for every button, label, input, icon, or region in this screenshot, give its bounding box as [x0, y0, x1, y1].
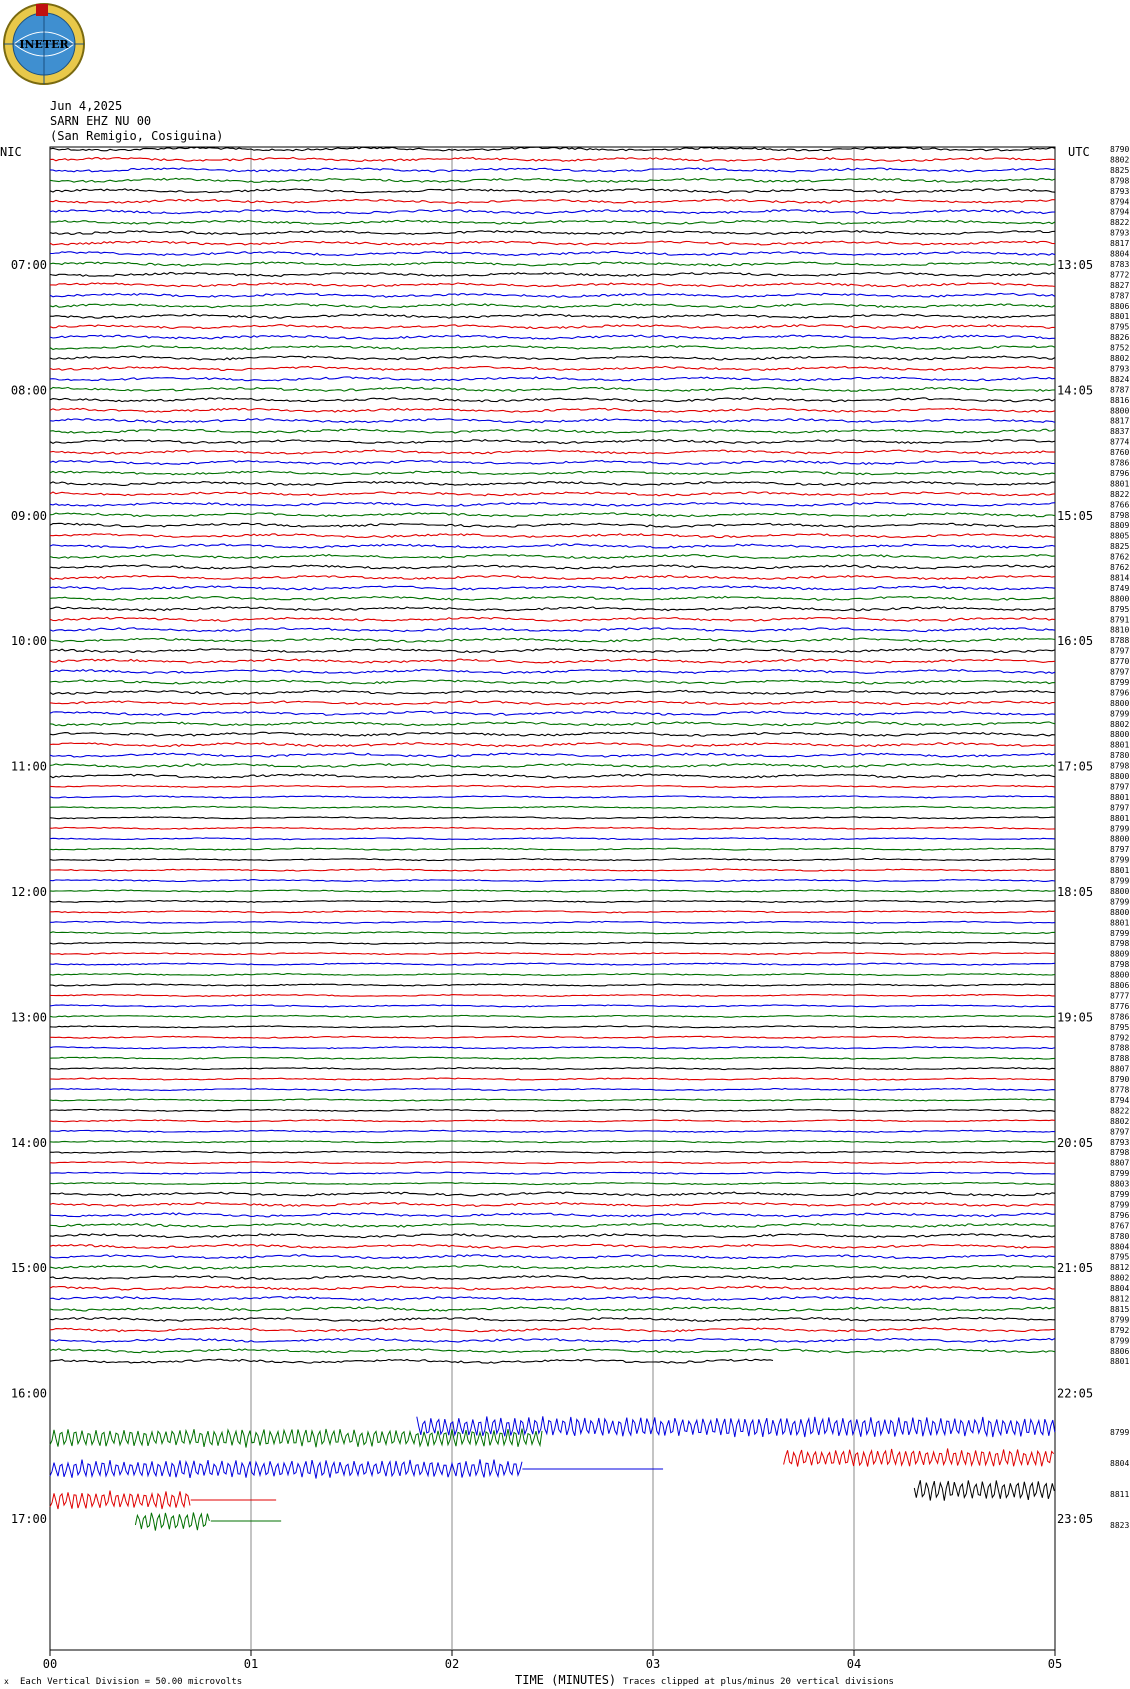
trace-value-label: 8804: [1110, 249, 1130, 259]
left-time-label: 08:00: [10, 383, 47, 398]
late-trace-value-label: 8823: [1110, 1521, 1130, 1530]
trace-value-label: 8816: [1110, 395, 1130, 405]
seismic-trace: [50, 168, 1055, 172]
right-time-label: 20:05: [1057, 1135, 1094, 1150]
seismic-trace: [50, 586, 1055, 590]
left-time-label: 10:00: [10, 634, 47, 649]
tremor-burst: [50, 1491, 190, 1509]
seismic-trace: [50, 1151, 1055, 1153]
trace-value-label: 8822: [1110, 489, 1130, 499]
seismic-trace: [50, 1297, 1055, 1301]
trace-value-label: 8800: [1110, 730, 1130, 740]
seismic-trace: [50, 523, 1055, 527]
left-time-label: 07:00: [10, 257, 47, 272]
trace-value-label: 8788: [1110, 1054, 1130, 1064]
trace-value-label: 8776: [1110, 1001, 1130, 1011]
seismic-trace: [50, 1338, 1055, 1342]
trace-value-label: 8793: [1110, 228, 1130, 238]
right-time-label: 23:05: [1057, 1511, 1094, 1526]
right-time-label: 19:05: [1057, 1010, 1094, 1025]
x-tick-label: 00: [42, 1657, 58, 1671]
left-time-label: 13:00: [10, 1010, 47, 1025]
seismic-trace: [50, 1234, 1055, 1238]
trace-value-label: 8788: [1110, 1043, 1130, 1053]
left-time-label: 12:00: [10, 884, 47, 899]
trace-value-label: 8798: [1110, 510, 1130, 520]
record-date: Jun 4,2025: [50, 99, 123, 113]
trace-value-label: 8749: [1110, 583, 1130, 593]
seismic-trace: [50, 1328, 1055, 1332]
trace-value-label: 8767: [1110, 1221, 1130, 1231]
trace-value-label: 8791: [1110, 615, 1130, 625]
trace-value-label: 8799: [1110, 1200, 1130, 1210]
seismic-trace: [50, 482, 1055, 486]
seismic-trace: [50, 210, 1055, 214]
seismic-trace: [50, 984, 1055, 986]
trace-value-label: 8810: [1110, 625, 1130, 635]
seismic-trace: [50, 450, 1055, 454]
late-trace-value-label: 8799: [1110, 1428, 1130, 1437]
seismic-trace: [50, 398, 1055, 402]
right-time-label: 14:05: [1057, 383, 1094, 398]
seismic-trace: [50, 1223, 1055, 1227]
left-time-label: 09:00: [10, 508, 47, 523]
trace-value-label: 8795: [1110, 1252, 1130, 1262]
footer-scale: Each Vertical Division = 50.00 microvolts: [20, 1677, 243, 1687]
trace-value-label: 8797: [1110, 667, 1130, 677]
trace-value-label: 8795: [1110, 322, 1130, 332]
trace-value-label: 8752: [1110, 343, 1130, 353]
seismic-trace: [50, 262, 1055, 266]
x-tick-label: 02: [444, 1657, 460, 1671]
trace-value-label: 8822: [1110, 218, 1130, 228]
trace-value-label: 8799: [1110, 1190, 1130, 1199]
trace-value-label: 8806: [1110, 301, 1130, 311]
trace-value-label: 8788: [1110, 636, 1130, 646]
trace-value-label: 8802: [1110, 1116, 1130, 1126]
trace-value-label: 8790: [1110, 145, 1130, 154]
seismic-trace: [50, 387, 1055, 391]
seismic-trace: [50, 880, 1055, 882]
seismic-trace: [50, 743, 1055, 747]
seismic-trace: [50, 764, 1055, 768]
late-trace-value-label: 8804: [1110, 1459, 1130, 1468]
seismic-trace: [50, 1141, 1055, 1143]
seismic-trace: [50, 900, 1055, 902]
seismic-trace: [50, 534, 1055, 538]
seismic-trace: [50, 921, 1055, 923]
station-code: SARN EHZ NU 00: [50, 114, 152, 128]
trace-value-label: 8799: [1110, 1315, 1130, 1325]
trace-value-label: 8801: [1110, 792, 1130, 802]
seismic-trace: [50, 231, 1055, 235]
x-tick-label: 05: [1047, 1657, 1063, 1671]
seismic-trace: [50, 1015, 1055, 1017]
seismic-trace: [50, 1172, 1055, 1174]
seismic-trace: [50, 1349, 1055, 1353]
trace-group: [50, 147, 1055, 1363]
left-time-label: 15:00: [10, 1261, 47, 1276]
trace-value-label: 8825: [1110, 165, 1130, 175]
trace-value-label: 8796: [1110, 468, 1130, 478]
trace-value-label: 8812: [1110, 1294, 1130, 1304]
seismic-trace: [50, 869, 1055, 871]
trace-value-label: 8809: [1110, 521, 1130, 531]
seismic-trace: [50, 555, 1055, 559]
trace-value-label: 8795: [1110, 604, 1130, 614]
trace-value-label: 8799: [1110, 677, 1130, 687]
late-trace-value-label: 8811: [1110, 1490, 1130, 1499]
right-time-label: 13:05: [1057, 257, 1094, 272]
trace-value-label: 8825: [1110, 542, 1130, 552]
trace-value-label: 8827: [1110, 280, 1130, 290]
seismic-trace: [50, 1359, 773, 1363]
seismic-trace: [50, 995, 1055, 997]
trace-value-label: 8807: [1110, 1064, 1130, 1074]
trace-value-label: 8806: [1110, 1346, 1130, 1356]
seismic-trace: [50, 461, 1055, 465]
seismic-trace: [50, 953, 1055, 955]
right-time-label: 16:05: [1057, 634, 1094, 649]
right-time-label: 21:05: [1057, 1261, 1094, 1276]
trace-value-label: 8797: [1110, 845, 1130, 855]
seismic-trace: [50, 806, 1055, 808]
seismic-trace: [50, 628, 1055, 632]
seismic-trace: [50, 1036, 1055, 1038]
seismic-trace: [50, 314, 1055, 318]
seismic-trace: [50, 366, 1055, 370]
left-time-label: 16:00: [10, 1386, 47, 1401]
trace-value-label: 8797: [1110, 803, 1130, 813]
seismic-trace: [50, 774, 1055, 778]
trace-value-label: 8802: [1110, 719, 1130, 729]
trace-value-label: 8766: [1110, 500, 1130, 510]
trace-value-label: 8799: [1110, 1336, 1130, 1346]
trace-value-label: 8824: [1110, 374, 1130, 384]
left-time-label: 11:00: [10, 759, 47, 774]
seismic-trace: [50, 1068, 1055, 1070]
trace-value-label: 8800: [1110, 834, 1130, 844]
trace-value-label: 8787: [1110, 385, 1130, 395]
trace-value-label: 8837: [1110, 427, 1130, 437]
seismic-trace: [50, 471, 1055, 475]
seismic-trace: [50, 419, 1055, 423]
seismic-trace: [50, 1099, 1055, 1101]
tremor-burst: [784, 1449, 1054, 1467]
seismic-trace: [50, 1057, 1055, 1059]
seismic-trace: [50, 932, 1055, 934]
seismic-trace: [50, 607, 1055, 611]
seismic-trace: [50, 1162, 1055, 1164]
trace-value-label: 8797: [1110, 646, 1130, 656]
trace-value-label: 8778: [1110, 1085, 1130, 1095]
seismic-trace: [50, 1307, 1055, 1311]
right-time-label: 15:05: [1057, 508, 1094, 523]
trace-value-label: 8822: [1110, 1106, 1130, 1116]
trace-value-label: 8817: [1110, 416, 1130, 426]
trace-value-label: 8772: [1110, 270, 1130, 280]
seismic-trace: [50, 1265, 1055, 1269]
seismic-trace: [50, 576, 1055, 580]
seismic-trace: [50, 1005, 1055, 1007]
seismic-trace: [50, 283, 1055, 287]
trace-value-label: 8794: [1110, 207, 1130, 217]
tremor-burst: [50, 1459, 522, 1478]
right-time-label: 22:05: [1057, 1386, 1094, 1401]
seismic-trace: [50, 513, 1055, 517]
seismic-trace: [50, 596, 1055, 600]
seismic-trace: [50, 325, 1055, 329]
trace-value-label: 8814: [1110, 573, 1130, 583]
right-axis-label: UTC: [1068, 145, 1090, 159]
trace-value-label: 8770: [1110, 657, 1130, 667]
x-tick-label: 04: [846, 1657, 862, 1671]
trace-value-label: 8790: [1110, 1075, 1130, 1085]
seismic-trace: [50, 220, 1055, 224]
trace-value-label: 8801: [1110, 740, 1130, 750]
right-time-label: 17:05: [1057, 759, 1094, 774]
trace-value-label: 8817: [1110, 239, 1130, 249]
trace-value-label: 8812: [1110, 1263, 1130, 1273]
trace-value-label: 8799: [1110, 824, 1130, 834]
trace-value-label: 8800: [1110, 406, 1130, 416]
seismic-trace: [50, 890, 1055, 892]
seismic-trace: [50, 701, 1055, 705]
seismic-trace: [50, 429, 1055, 433]
trace-value-label: 8800: [1110, 594, 1130, 604]
trace-value-label: 8801: [1110, 918, 1130, 928]
seismic-trace: [50, 147, 1055, 151]
seismic-trace: [50, 732, 1055, 736]
trace-value-label: 8780: [1110, 751, 1130, 761]
seismic-trace: [50, 241, 1055, 245]
seismic-trace: [50, 785, 1055, 787]
seismic-trace: [50, 670, 1055, 674]
seismic-trace: [50, 1078, 1055, 1080]
seismic-trace: [50, 304, 1055, 308]
trace-value-label: 8760: [1110, 448, 1130, 458]
trace-value-label: 8762: [1110, 552, 1130, 562]
seismic-trace: [50, 817, 1055, 819]
seismic-trace: [50, 1047, 1055, 1049]
seismic-trace: [50, 911, 1055, 913]
seismic-trace: [50, 199, 1055, 203]
left-time-label: 14:00: [10, 1135, 47, 1150]
trace-value-label: 8801: [1110, 866, 1130, 876]
x-tick-label: 03: [645, 1657, 661, 1671]
trace-value-label: 8799: [1110, 709, 1130, 719]
seismic-trace: [50, 690, 1055, 694]
trace-value-label: 8801: [1110, 813, 1130, 823]
trace-value-label: 8809: [1110, 949, 1130, 959]
x-axis-label: TIME (MINUTES): [515, 1673, 617, 1687]
seismic-trace: [50, 1130, 1055, 1132]
trace-value-label: 8777: [1110, 991, 1130, 1001]
trace-value-label: 8805: [1110, 531, 1130, 541]
trace-value-label: 8762: [1110, 563, 1130, 572]
trace-value-label: 8783: [1110, 259, 1130, 269]
seismic-trace: [50, 440, 1055, 444]
left-axis-label: NIC: [0, 145, 22, 159]
seismic-trace: [50, 796, 1055, 798]
seismic-trace: [50, 617, 1055, 621]
seismic-trace: [50, 356, 1055, 360]
seismic-trace: [50, 272, 1055, 276]
trace-value-label: 8801: [1110, 312, 1130, 322]
seismic-trace: [50, 178, 1055, 182]
trace-value-label: 8797: [1110, 782, 1130, 792]
footer-clip: Traces clipped at plus/minus 20 vertical divisions: [623, 1677, 894, 1687]
seismic-trace: [50, 377, 1055, 381]
seismic-trace: [50, 1244, 1055, 1248]
seismic-trace: [50, 1203, 1055, 1207]
trace-value-label: 8792: [1110, 1325, 1130, 1335]
seismic-trace: [50, 1026, 1055, 1028]
trace-value-label: 8798: [1110, 960, 1130, 970]
logo-text: INETER: [19, 38, 69, 51]
seismic-trace: [50, 189, 1055, 193]
seismic-trace: [50, 252, 1055, 256]
station-location: (San Remigio, Cosiguina): [50, 129, 224, 143]
trace-value-label: 8799: [1110, 1169, 1130, 1179]
trace-value-label: 8800: [1110, 970, 1130, 980]
trace-value-label: 8802: [1110, 354, 1130, 363]
tremor-burst: [914, 1480, 1054, 1500]
trace-value-label: 8794: [1110, 1095, 1130, 1105]
trace-value-label: 8798: [1110, 1148, 1130, 1158]
trace-value-label: 8800: [1110, 886, 1130, 896]
trace-value-label: 8796: [1110, 1210, 1130, 1220]
seismic-trace: [50, 565, 1055, 569]
right-time-label: 18:05: [1057, 884, 1094, 899]
seismic-trace: [50, 293, 1055, 297]
trace-value-label: 8807: [1110, 1158, 1130, 1168]
trace-value-label: 8793: [1110, 186, 1130, 196]
trace-value-label: 8799: [1110, 928, 1130, 938]
trace-value-label: 8786: [1110, 1012, 1130, 1022]
seismic-trace: [50, 1213, 1055, 1217]
seismic-trace: [50, 1286, 1055, 1290]
trace-value-label: 8793: [1110, 364, 1130, 374]
trace-value-label: 8801: [1110, 479, 1130, 489]
trace-value-label: 8804: [1110, 1284, 1130, 1294]
trace-value-label: 8801: [1110, 1357, 1130, 1367]
seismic-trace: [50, 963, 1055, 965]
left-time-label: 17:00: [10, 1511, 47, 1526]
tremor-burst: [135, 1513, 209, 1531]
seismic-trace: [50, 1109, 1055, 1111]
trace-value-label: 8826: [1110, 333, 1130, 343]
seismic-trace: [50, 974, 1055, 976]
trace-value-label: 8802: [1110, 1273, 1130, 1283]
seismic-trace: [50, 827, 1055, 829]
trace-value-label: 8806: [1110, 981, 1130, 990]
trace-value-label: 8800: [1110, 698, 1130, 708]
seismic-trace: [50, 722, 1055, 726]
seismic-trace: [50, 335, 1055, 339]
trace-value-label: 8804: [1110, 1242, 1130, 1252]
seismic-trace: [50, 1183, 1055, 1185]
seismic-trace: [50, 848, 1055, 850]
trace-value-label: 8795: [1110, 1022, 1130, 1032]
seismic-trace: [50, 1120, 1055, 1122]
seismic-trace: [50, 859, 1055, 861]
trace-value-label: 8798: [1110, 176, 1130, 186]
trace-value-label: 8794: [1110, 197, 1130, 207]
seismic-trace: [50, 492, 1055, 496]
seismic-trace: [50, 649, 1055, 653]
tremor-burst: [417, 1416, 1055, 1437]
seismic-trace: [50, 659, 1055, 663]
trace-value-label: 8800: [1110, 772, 1130, 781]
trace-value-label: 8798: [1110, 761, 1130, 771]
seismic-trace: [50, 680, 1055, 684]
trace-value-label: 8787: [1110, 291, 1130, 301]
seismic-trace: [50, 638, 1055, 642]
trace-value-label: 8799: [1110, 897, 1130, 907]
trace-value-label: 8798: [1110, 939, 1130, 949]
seismic-trace: [50, 753, 1055, 757]
seismic-trace: [50, 1192, 1055, 1196]
footer-mark: x: [4, 1677, 9, 1686]
trace-value-label: 8802: [1110, 155, 1130, 165]
seismic-trace: [50, 408, 1055, 412]
trace-value-label: 8792: [1110, 1033, 1130, 1043]
seismic-trace: [50, 711, 1055, 715]
seismic-trace: [50, 1276, 1055, 1280]
seismic-trace: [50, 502, 1055, 506]
trace-value-label: 8800: [1110, 907, 1130, 917]
seismic-trace: [50, 942, 1055, 944]
seismic-trace: [50, 544, 1055, 548]
trace-value-label: 8799: [1110, 855, 1130, 865]
trace-value-label: 8780: [1110, 1231, 1130, 1241]
x-tick-label: 01: [243, 1657, 259, 1671]
trace-value-label: 8774: [1110, 437, 1130, 447]
trace-value-label: 8786: [1110, 458, 1130, 468]
seismic-trace: [50, 1317, 1055, 1321]
trace-value-label: 8815: [1110, 1304, 1130, 1314]
trace-value-label: 8796: [1110, 688, 1130, 698]
seismic-trace: [50, 1089, 1055, 1091]
seismic-trace: [50, 838, 1055, 840]
trace-value-label: 8803: [1110, 1179, 1130, 1189]
seismic-trace: [50, 158, 1055, 162]
trace-value-label: 8793: [1110, 1137, 1130, 1147]
seismic-trace: [50, 1255, 1055, 1259]
trace-value-label: 8797: [1110, 1127, 1130, 1137]
seismic-trace: [50, 346, 1055, 350]
trace-value-label: 8799: [1110, 876, 1130, 886]
